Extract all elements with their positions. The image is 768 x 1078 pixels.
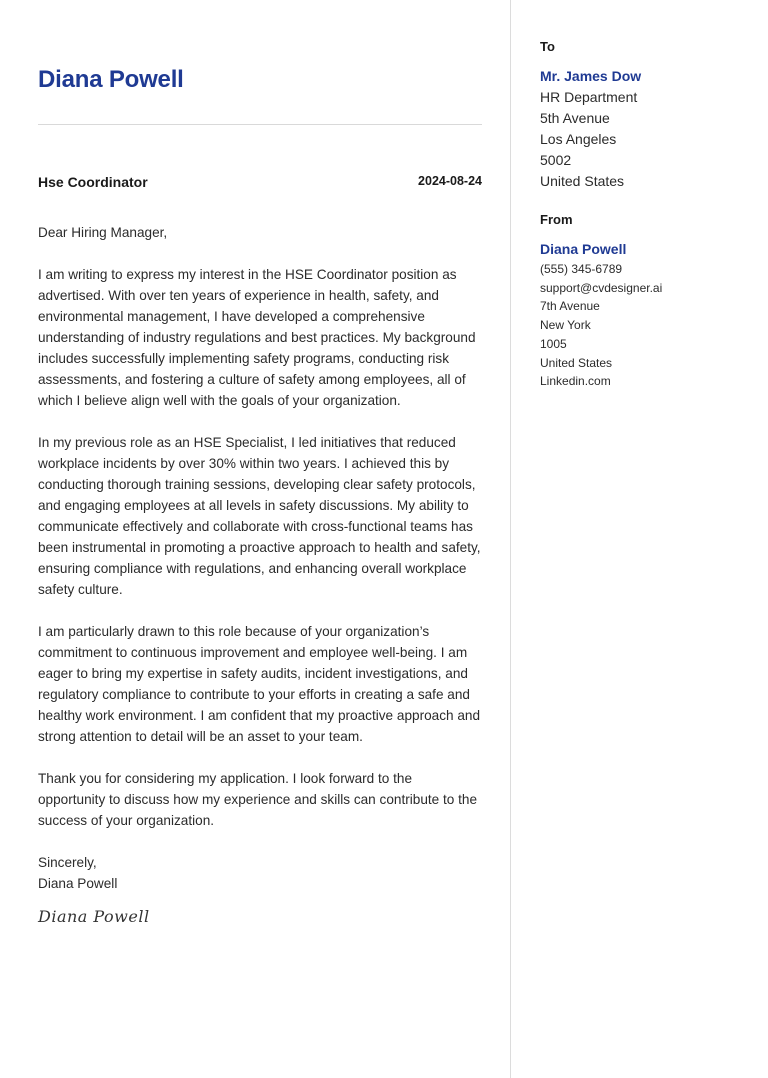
sender-street: 7th Avenue xyxy=(540,299,600,314)
applicant-name-heading: Diana Powell xyxy=(38,66,184,93)
recipient-street: 5th Avenue xyxy=(540,110,610,126)
closing-phrase: Sincerely, xyxy=(38,855,97,870)
handwritten-signature: Diana Powell xyxy=(38,907,150,926)
sender-email: support@cvdesigner.ai xyxy=(540,280,663,295)
recipient-country: United States xyxy=(540,173,625,189)
sender-phone: (555) 345-6789 xyxy=(540,262,623,276)
recipient-block xyxy=(540,39,641,192)
recipient-city: Los Angeles xyxy=(540,131,617,147)
salutation: Dear Hiring Manager, xyxy=(38,225,168,240)
body-paragraph-3: I am particularly drawn to this role because of your organization’s commitment to continuous improvement and employee well-being. I am eager to bring my expertise in safety audits, incident investigations, and regulatory compliance to contribute to your efforts in creating a safe and healthy work environment. I am confident that my proactive approach and strong attention to detail will be an asset to your team. xyxy=(38,624,481,744)
job-title: Hse Coordinator xyxy=(38,174,148,190)
body-paragraph-1: I am writing to express my interest in the HSE Coordinator position as advertised. With over ten years of experience in health, safety, and environmental management, I have developed a comprehensive understanding of industry regulations and best practices. My background includes successfully implementing safety programs, conducting risk assessments, and fostering a culture of safety among employees, all of which I believe align well with the goals of your organization. xyxy=(38,267,476,408)
body-paragraph-4: Thank you for considering my application. I look forward to the opportunity to discuss how my experience and skills can contribute to the success of your organization. xyxy=(38,771,478,828)
sender-block xyxy=(540,212,662,391)
recipient-name: Mr. James Dow xyxy=(540,68,642,84)
letter-date: 2024-08-24 xyxy=(418,174,482,188)
body-paragraph-2: In my previous role as an HSE Specialist, I led initiatives that reduced workplace incidents by over 30% within two years. I achieved this by conducting thorough training sessions, developing clear safety protocols, and engaging employees at all levels in safety discussions. My ability to communicate effectively and collaborate with cross-functional teams has been instrumental in promoting a proactive approach to health and safety, ensuring compliance with regulations, and enhancing overall workplace safety culture. xyxy=(38,435,481,597)
sender-zip: 1005 xyxy=(540,336,567,351)
sidebar-divider xyxy=(510,0,511,1078)
recipient-heading: To xyxy=(540,39,555,54)
sender-heading: From xyxy=(540,212,573,227)
header-divider xyxy=(38,124,482,125)
sender-linkedin: Linkedin.com xyxy=(540,374,611,389)
recipient-zip: 5002 xyxy=(540,152,572,168)
sender-name: Diana Powell xyxy=(540,241,627,257)
closing-name: Diana Powell xyxy=(38,876,118,891)
letter-body xyxy=(38,222,482,927)
sender-city: New York xyxy=(540,318,591,333)
recipient-department: HR Department xyxy=(540,89,638,105)
sender-country: United States xyxy=(540,355,613,370)
